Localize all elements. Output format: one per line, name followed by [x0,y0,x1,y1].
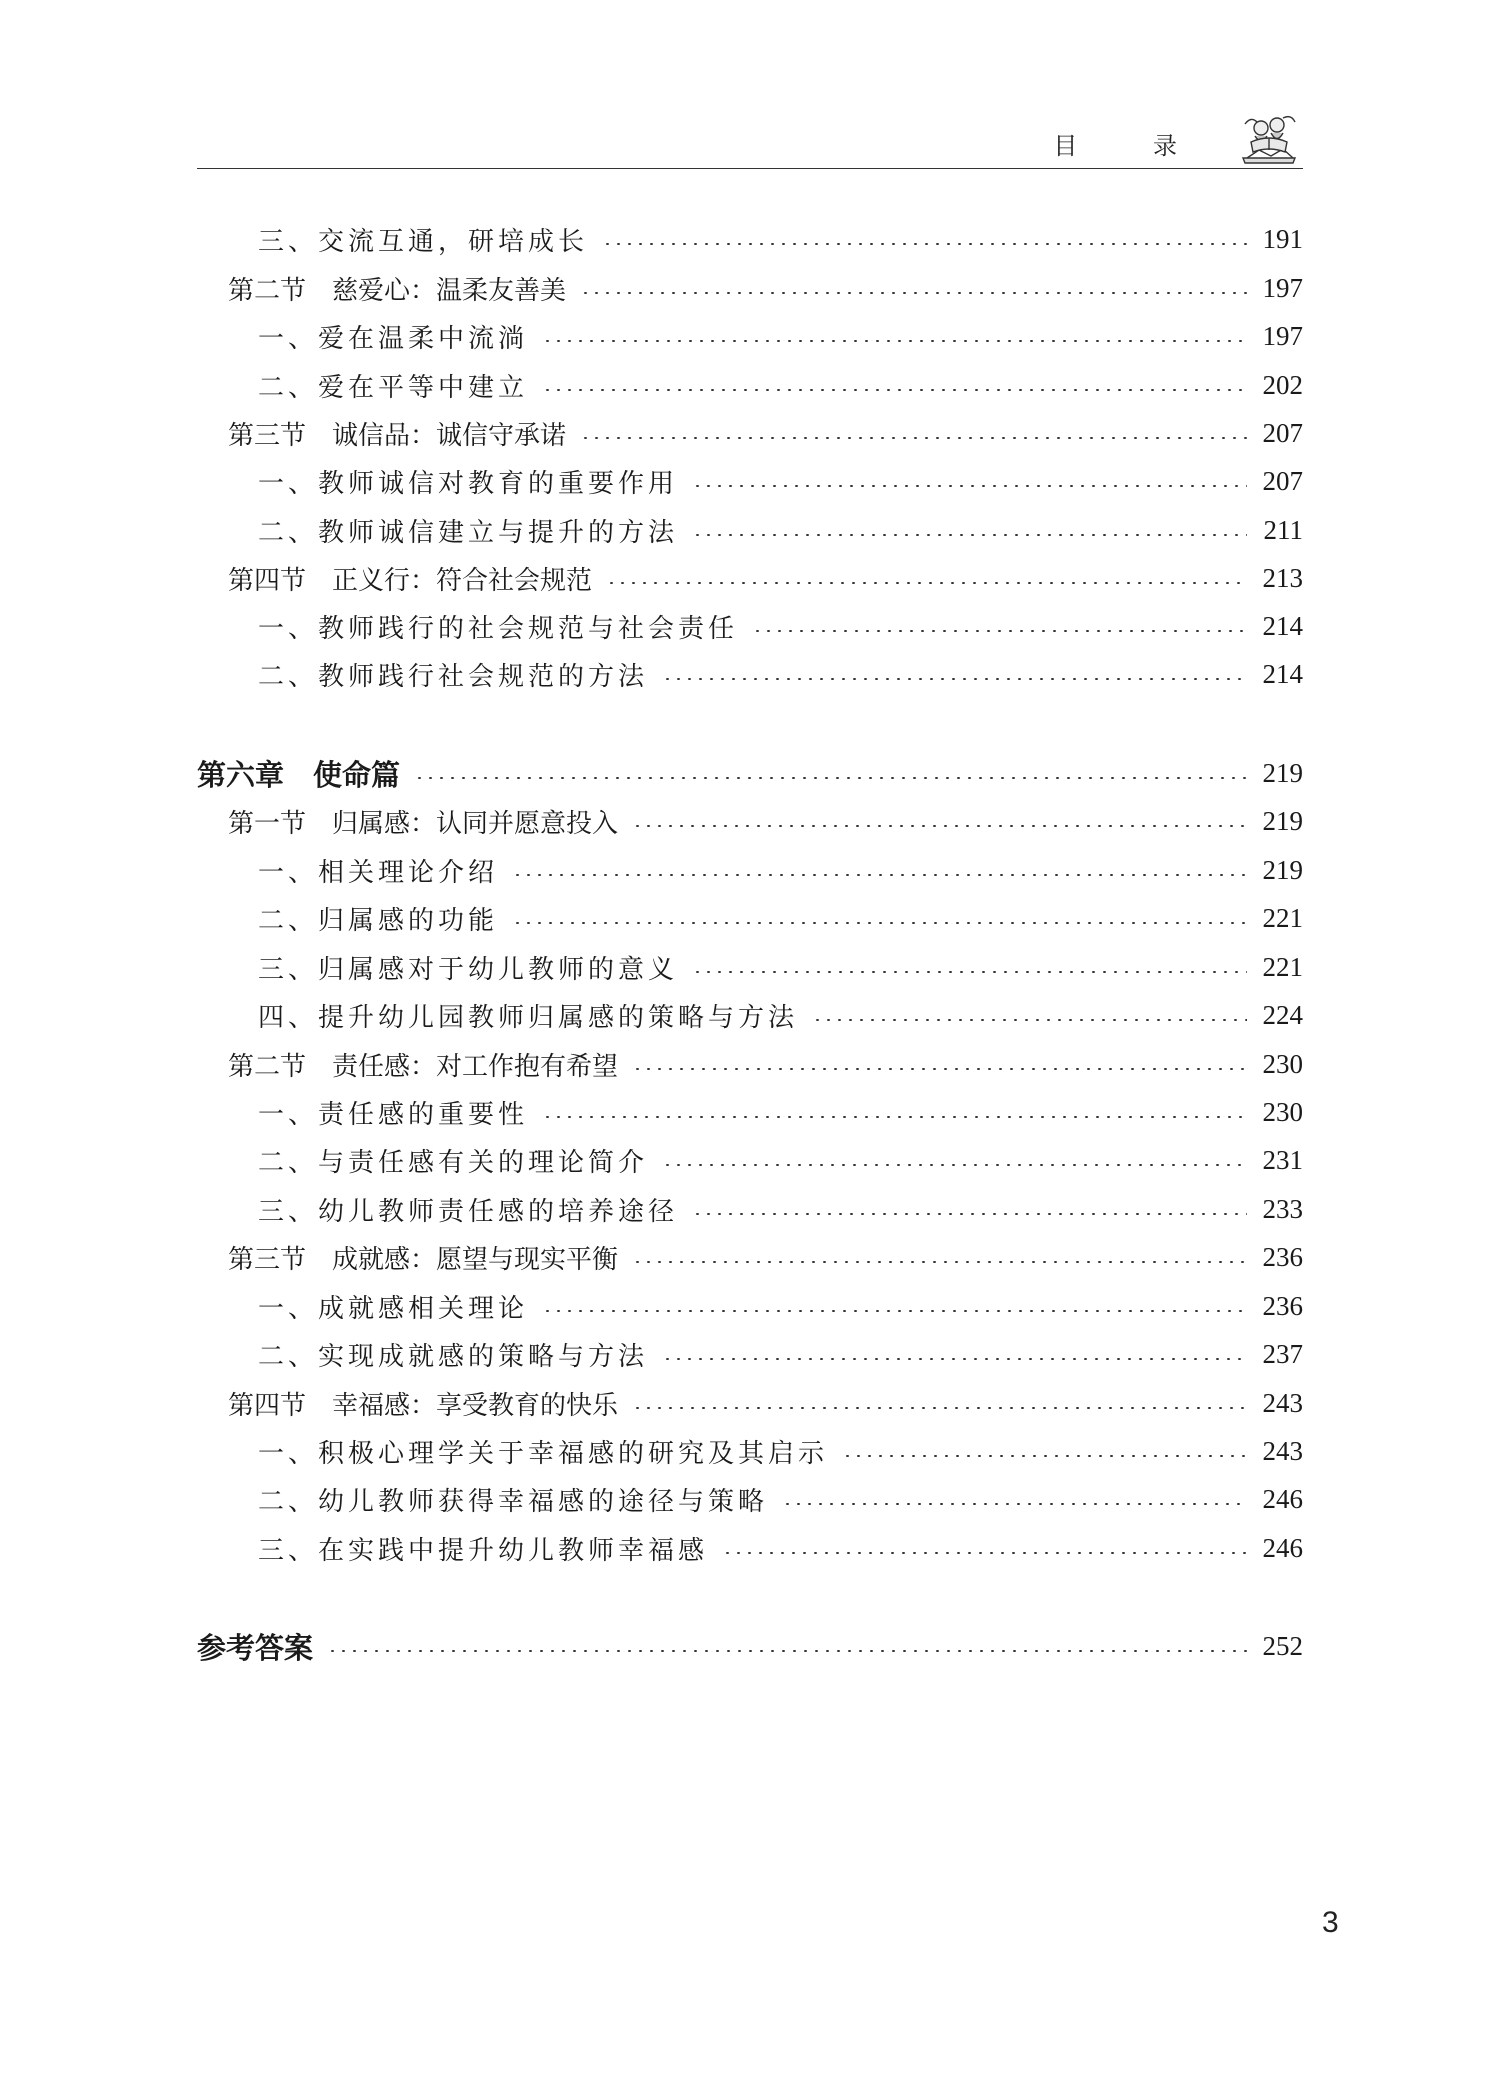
dot-leader [542,1310,1247,1312]
dot-leader [752,630,1247,632]
toc-entry-page: 246 [1262,1532,1303,1563]
toc-entry[interactable] [258,1334,1303,1374]
dot-leader [812,1019,1247,1021]
toc-entry-title: 一、教师践行的社会规范与社会责任 [258,613,739,644]
dot-leader [327,1650,1247,1652]
toc-entry-page: 197 [1262,320,1303,351]
toc-entry-title: 一、成就感相关理论 [258,1293,529,1324]
toc-entry-page: 231 [1262,1144,1303,1175]
toc-chapter-title: 参考答案 [197,1630,314,1665]
toc-chapter-entry[interactable] [197,753,1303,793]
toc-entry[interactable] [228,1383,1303,1423]
toc-entry-title: 三、在实践中提升幼儿教师幸福感 [258,1535,709,1566]
toc-entry-title: 四、提升幼儿园教师归属感的策略与方法 [258,1002,799,1033]
dot-leader [662,1358,1247,1360]
toc-entry[interactable] [258,606,1303,646]
toc-entry[interactable] [258,1431,1303,1471]
toc-entry-page: 191 [1262,223,1303,254]
toc-entry-page: 219 [1262,805,1303,836]
toc-entry-page: 221 [1262,902,1303,933]
dot-leader [692,485,1247,487]
toc-entry-title: 一、教师诚信对教育的重要作用 [258,468,679,499]
toc-entry-title: 一、积极心理学关于幸福感的研究及其启示 [258,1438,829,1469]
toc-entry-title: 二、教师诚信建立与提升的方法 [258,517,679,548]
toc-entry-page: 233 [1262,1193,1303,1224]
toc-entry[interactable] [258,510,1303,550]
toc-entry[interactable] [258,898,1303,938]
toc-entry-title: 三、交流互通，研培成长 [258,226,589,257]
toc-entry-page: 202 [1262,369,1303,400]
toc-entry-title: 三、幼儿教师责任感的培养途径 [258,1196,679,1227]
toc-entry-title: 第三节 诚信品：诚信守承诺 [228,420,567,451]
toc-entry-page: 213 [1262,562,1303,593]
toc-entry[interactable] [258,316,1303,356]
dot-leader [632,1407,1247,1409]
toc-chapter-entry[interactable] [197,1626,1303,1666]
reading-child-illustration-icon [1237,112,1301,166]
dot-leader [692,534,1247,536]
toc-entry-title: 二、教师践行社会规范的方法 [258,661,649,692]
dot-leader [662,678,1247,680]
dot-leader [606,582,1247,584]
toc-entry[interactable] [258,461,1303,501]
toc-entry-page: 243 [1262,1387,1303,1418]
dot-leader [512,874,1247,876]
toc-entry-page: 207 [1262,417,1303,448]
toc-entry[interactable] [228,558,1303,598]
toc-entry-title: 第二节 慈爱心：温柔友善美 [228,275,567,306]
toc-entry-title: 第三节 成就感：愿望与现实平衡 [228,1244,619,1275]
toc-entry[interactable] [258,365,1303,405]
toc-entry-page: 214 [1262,658,1303,689]
toc-entry-title: 第四节 正义行：符合社会规范 [228,565,593,596]
toc-entry-title: 二、幼儿教师获得幸福感的途径与策略 [258,1486,769,1517]
toc-entry[interactable] [228,268,1303,308]
toc-chapter-title: 第六章 使命篇 [197,757,401,792]
dot-leader [542,1116,1247,1118]
toc-entry[interactable] [258,1286,1303,1326]
dot-leader [662,1164,1247,1166]
toc-entry-page: 221 [1262,951,1303,982]
toc-entry[interactable] [258,1528,1303,1568]
toc-entry-page: 237 [1262,1338,1303,1369]
toc-entry-page: 236 [1262,1241,1303,1272]
dot-leader [542,389,1247,391]
toc-entry-title: 三、归属感对于幼儿教师的意义 [258,954,679,985]
toc-entry-page: 243 [1262,1435,1303,1466]
dot-leader [632,1068,1247,1070]
toc-entry[interactable] [258,1092,1303,1132]
toc-entry-page: 236 [1262,1290,1303,1321]
toc-entry-title: 一、爱在温柔中流淌 [258,323,529,354]
toc-entry-title: 二、与责任感有关的理论简介 [258,1147,649,1178]
toc-entry[interactable] [228,1044,1303,1084]
toc-entry[interactable] [258,654,1303,694]
toc-entry-page: 197 [1262,272,1303,303]
dot-leader [602,243,1247,245]
toc-entry-page: 230 [1262,1096,1303,1127]
header-rule [197,168,1303,169]
dot-leader [782,1503,1247,1505]
toc-entry-page: 230 [1262,1048,1303,1079]
toc-entry-title: 一、相关理论介绍 [258,857,499,888]
toc-entry-title: 二、归属感的功能 [258,905,499,936]
toc-entry[interactable] [228,801,1303,841]
dot-leader [414,777,1247,779]
dot-leader [632,1261,1247,1263]
toc-entry-page: 252 [1262,1630,1303,1661]
toc-entry[interactable] [258,1140,1303,1180]
toc-entry-title: 第一节 归属感：认同并愿意投入 [228,808,619,839]
toc-entry[interactable] [258,850,1303,890]
toc-entry-page: 246 [1262,1483,1303,1514]
toc-entry-page: 211 [1263,514,1303,545]
toc-entry[interactable] [258,995,1303,1035]
dot-leader [542,340,1247,342]
running-header [197,112,1303,170]
toc-entry-title: 第二节 责任感：对工作抱有希望 [228,1051,619,1082]
toc-entry-page: 214 [1262,610,1303,641]
toc-entry[interactable] [258,1189,1303,1229]
dot-leader [842,1455,1247,1457]
toc-entry[interactable] [228,1237,1303,1277]
dot-leader [632,825,1247,827]
header-title: 目 录 [1053,132,1211,160]
dot-leader [692,971,1247,973]
dot-leader [722,1552,1247,1554]
toc-entry-title: 第四节 幸福感：享受教育的快乐 [228,1390,619,1421]
toc-entry-title: 二、实现成就感的策略与方法 [258,1341,649,1372]
toc-entry-page: 224 [1262,999,1303,1030]
toc-entry-title: 二、爱在平等中建立 [258,372,529,403]
toc-entry[interactable] [258,219,1303,259]
dot-leader [580,292,1247,294]
toc-entry[interactable] [258,947,1303,987]
page-number: 3 [1322,1906,1339,1939]
dot-leader [512,922,1247,924]
dot-leader [692,1213,1247,1215]
toc-entry[interactable] [258,1479,1303,1519]
toc-entry[interactable] [228,413,1303,453]
toc-entry-page: 219 [1262,854,1303,885]
toc-entry-page: 207 [1262,465,1303,496]
toc-entry-page: 219 [1262,757,1303,788]
dot-leader [580,437,1247,439]
toc-entry-title: 一、责任感的重要性 [258,1099,529,1130]
